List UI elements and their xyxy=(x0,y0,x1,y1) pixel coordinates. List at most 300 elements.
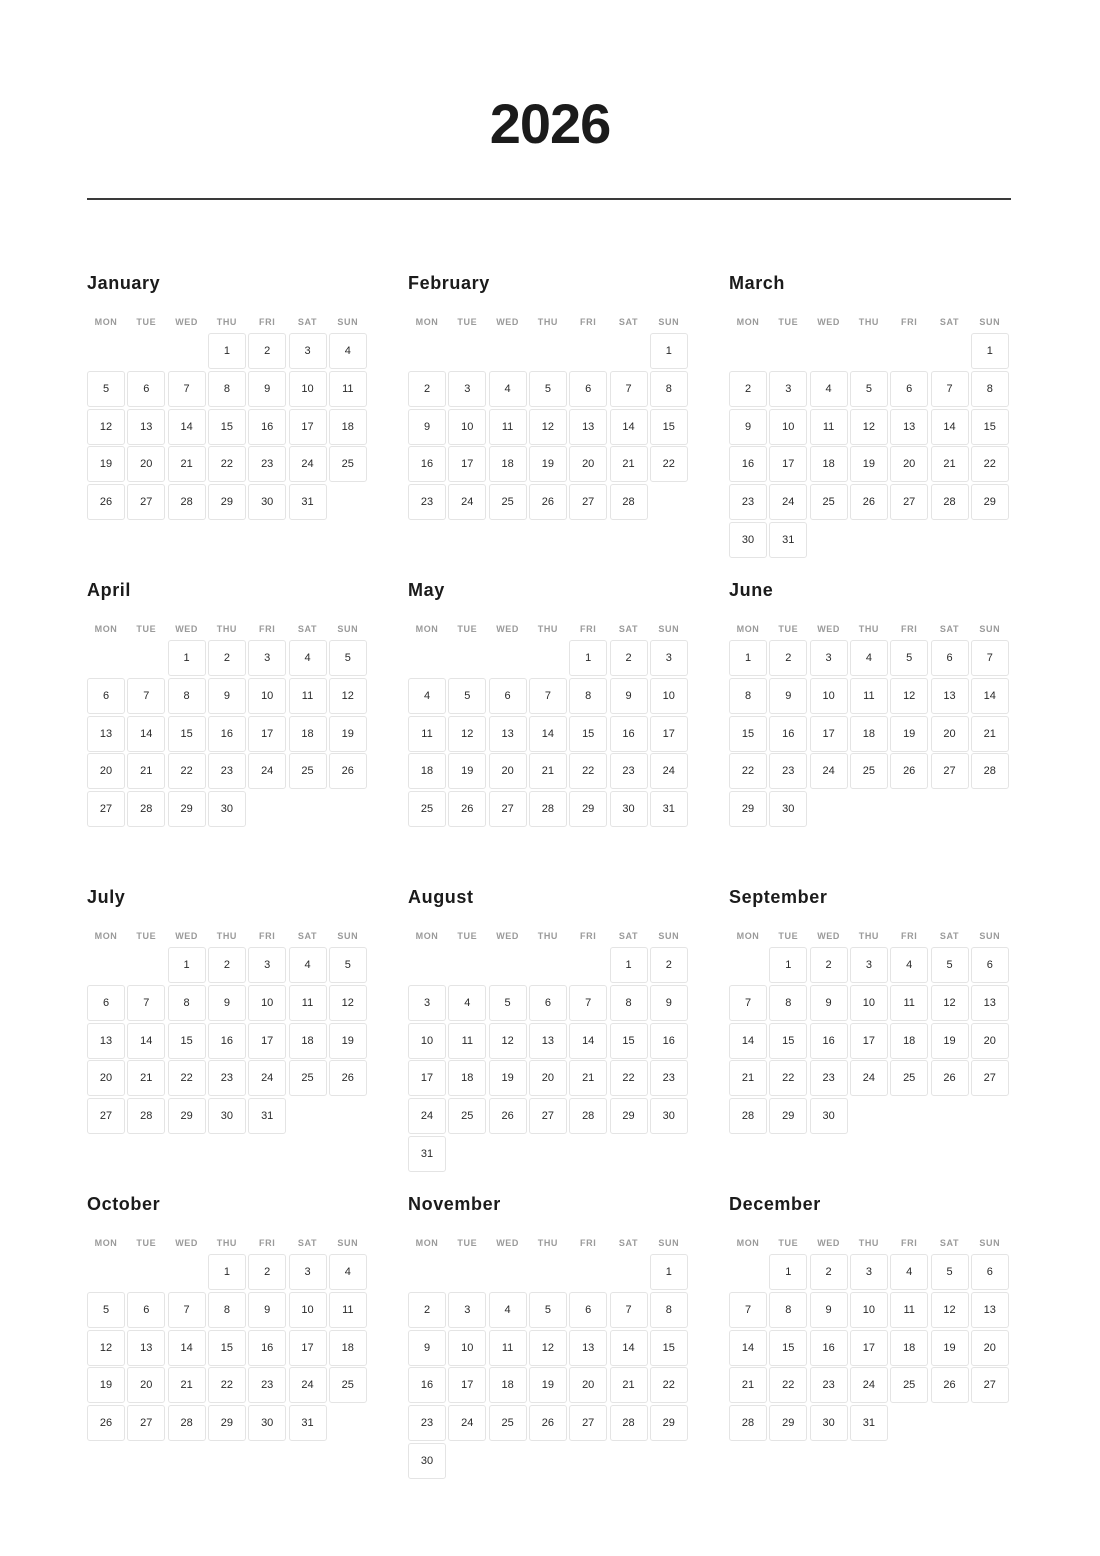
day-cell[interactable]: 31 xyxy=(650,791,688,827)
day-cell[interactable]: 4 xyxy=(890,1254,928,1290)
day-cell[interactable]: 2 xyxy=(408,371,446,407)
day-cell[interactable]: 22 xyxy=(650,1367,688,1403)
day-cell[interactable]: 6 xyxy=(931,640,969,676)
day-cell[interactable]: 11 xyxy=(850,678,888,714)
day-cell[interactable]: 14 xyxy=(127,716,165,752)
day-cell[interactable]: 26 xyxy=(850,484,888,520)
day-cell[interactable]: 14 xyxy=(610,1330,648,1366)
day-cell[interactable]: 2 xyxy=(610,640,648,676)
day-cell[interactable]: 4 xyxy=(289,640,327,676)
day-cell[interactable]: 20 xyxy=(489,753,527,789)
day-cell[interactable]: 14 xyxy=(931,409,969,445)
day-cell[interactable]: 27 xyxy=(569,1405,607,1441)
day-cell[interactable]: 5 xyxy=(850,371,888,407)
day-cell[interactable]: 16 xyxy=(408,1367,446,1403)
day-cell[interactable]: 8 xyxy=(729,678,767,714)
day-cell[interactable]: 21 xyxy=(729,1367,767,1403)
day-cell[interactable]: 4 xyxy=(489,1292,527,1328)
day-cell[interactable]: 20 xyxy=(971,1023,1009,1059)
day-cell[interactable]: 16 xyxy=(248,409,286,445)
day-cell[interactable]: 3 xyxy=(448,371,486,407)
day-cell[interactable]: 26 xyxy=(87,484,125,520)
day-cell[interactable]: 3 xyxy=(650,640,688,676)
day-cell[interactable]: 12 xyxy=(329,985,367,1021)
day-cell[interactable]: 30 xyxy=(248,1405,286,1441)
day-cell[interactable]: 12 xyxy=(87,409,125,445)
day-cell[interactable]: 6 xyxy=(569,371,607,407)
day-cell[interactable]: 3 xyxy=(769,371,807,407)
day-cell[interactable]: 16 xyxy=(248,1330,286,1366)
day-cell[interactable]: 1 xyxy=(168,947,206,983)
day-cell[interactable]: 26 xyxy=(931,1060,969,1096)
day-cell[interactable]: 10 xyxy=(408,1023,446,1059)
day-cell[interactable]: 3 xyxy=(810,640,848,676)
day-cell[interactable]: 9 xyxy=(610,678,648,714)
day-cell[interactable]: 10 xyxy=(850,985,888,1021)
day-cell[interactable]: 12 xyxy=(529,1330,567,1366)
day-cell[interactable]: 29 xyxy=(729,791,767,827)
day-cell[interactable]: 13 xyxy=(529,1023,567,1059)
day-cell[interactable]: 6 xyxy=(127,371,165,407)
day-cell[interactable]: 26 xyxy=(529,1405,567,1441)
day-cell[interactable]: 13 xyxy=(127,1330,165,1366)
day-cell[interactable]: 2 xyxy=(769,640,807,676)
day-cell[interactable]: 3 xyxy=(289,1254,327,1290)
day-cell[interactable]: 12 xyxy=(329,678,367,714)
day-cell[interactable]: 27 xyxy=(931,753,969,789)
day-cell[interactable]: 16 xyxy=(408,446,446,482)
day-cell[interactable]: 6 xyxy=(971,1254,1009,1290)
day-cell[interactable]: 22 xyxy=(610,1060,648,1096)
day-cell[interactable]: 11 xyxy=(289,985,327,1021)
day-cell[interactable]: 3 xyxy=(850,1254,888,1290)
day-cell[interactable]: 16 xyxy=(810,1023,848,1059)
day-cell[interactable]: 3 xyxy=(408,985,446,1021)
day-cell[interactable]: 23 xyxy=(408,1405,446,1441)
day-cell[interactable]: 5 xyxy=(931,947,969,983)
day-cell[interactable]: 21 xyxy=(168,446,206,482)
day-cell[interactable]: 7 xyxy=(168,371,206,407)
day-cell[interactable]: 16 xyxy=(769,716,807,752)
day-cell[interactable]: 1 xyxy=(971,333,1009,369)
day-cell[interactable]: 12 xyxy=(489,1023,527,1059)
day-cell[interactable]: 11 xyxy=(890,1292,928,1328)
day-cell[interactable]: 19 xyxy=(87,446,125,482)
day-cell[interactable]: 5 xyxy=(489,985,527,1021)
day-cell[interactable]: 11 xyxy=(329,1292,367,1328)
day-cell[interactable]: 8 xyxy=(769,1292,807,1328)
day-cell[interactable]: 8 xyxy=(208,1292,246,1328)
day-cell[interactable]: 21 xyxy=(127,753,165,789)
day-cell[interactable]: 13 xyxy=(971,1292,1009,1328)
day-cell[interactable]: 1 xyxy=(610,947,648,983)
day-cell[interactable]: 24 xyxy=(850,1367,888,1403)
day-cell[interactable]: 27 xyxy=(890,484,928,520)
day-cell[interactable]: 20 xyxy=(87,753,125,789)
day-cell[interactable]: 7 xyxy=(569,985,607,1021)
day-cell[interactable]: 12 xyxy=(448,716,486,752)
day-cell[interactable]: 20 xyxy=(890,446,928,482)
day-cell[interactable]: 21 xyxy=(529,753,567,789)
day-cell[interactable]: 21 xyxy=(971,716,1009,752)
day-cell[interactable]: 19 xyxy=(489,1060,527,1096)
day-cell[interactable]: 16 xyxy=(650,1023,688,1059)
day-cell[interactable]: 17 xyxy=(448,1367,486,1403)
day-cell[interactable]: 27 xyxy=(489,791,527,827)
day-cell[interactable]: 30 xyxy=(208,791,246,827)
day-cell[interactable]: 4 xyxy=(489,371,527,407)
day-cell[interactable]: 7 xyxy=(610,1292,648,1328)
day-cell[interactable]: 18 xyxy=(890,1330,928,1366)
day-cell[interactable]: 17 xyxy=(850,1330,888,1366)
day-cell[interactable]: 5 xyxy=(448,678,486,714)
day-cell[interactable]: 23 xyxy=(729,484,767,520)
day-cell[interactable]: 15 xyxy=(769,1330,807,1366)
day-cell[interactable]: 14 xyxy=(971,678,1009,714)
day-cell[interactable]: 20 xyxy=(569,446,607,482)
day-cell[interactable]: 10 xyxy=(289,1292,327,1328)
day-cell[interactable]: 1 xyxy=(208,1254,246,1290)
day-cell[interactable]: 27 xyxy=(87,1098,125,1134)
day-cell[interactable]: 9 xyxy=(208,678,246,714)
day-cell[interactable]: 13 xyxy=(127,409,165,445)
day-cell[interactable]: 9 xyxy=(248,1292,286,1328)
day-cell[interactable]: 30 xyxy=(610,791,648,827)
day-cell[interactable]: 28 xyxy=(127,1098,165,1134)
day-cell[interactable]: 29 xyxy=(168,791,206,827)
day-cell[interactable]: 15 xyxy=(168,716,206,752)
day-cell[interactable]: 29 xyxy=(650,1405,688,1441)
day-cell[interactable]: 24 xyxy=(810,753,848,789)
day-cell[interactable]: 7 xyxy=(127,678,165,714)
day-cell[interactable]: 11 xyxy=(489,409,527,445)
day-cell[interactable]: 2 xyxy=(248,1254,286,1290)
day-cell[interactable]: 2 xyxy=(208,640,246,676)
day-cell[interactable]: 8 xyxy=(569,678,607,714)
day-cell[interactable]: 19 xyxy=(448,753,486,789)
day-cell[interactable]: 26 xyxy=(329,753,367,789)
day-cell[interactable]: 20 xyxy=(971,1330,1009,1366)
day-cell[interactable]: 16 xyxy=(810,1330,848,1366)
day-cell[interactable]: 4 xyxy=(329,1254,367,1290)
day-cell[interactable]: 18 xyxy=(850,716,888,752)
day-cell[interactable]: 27 xyxy=(87,791,125,827)
day-cell[interactable]: 19 xyxy=(329,716,367,752)
day-cell[interactable]: 31 xyxy=(408,1136,446,1172)
day-cell[interactable]: 10 xyxy=(850,1292,888,1328)
day-cell[interactable]: 8 xyxy=(610,985,648,1021)
day-cell[interactable]: 16 xyxy=(208,716,246,752)
day-cell[interactable]: 31 xyxy=(289,484,327,520)
day-cell[interactable]: 17 xyxy=(248,1023,286,1059)
day-cell[interactable]: 19 xyxy=(87,1367,125,1403)
day-cell[interactable]: 10 xyxy=(810,678,848,714)
day-cell[interactable]: 17 xyxy=(289,409,327,445)
day-cell[interactable]: 6 xyxy=(569,1292,607,1328)
day-cell[interactable]: 25 xyxy=(890,1367,928,1403)
day-cell[interactable]: 25 xyxy=(408,791,446,827)
day-cell[interactable]: 27 xyxy=(127,484,165,520)
day-cell[interactable]: 5 xyxy=(931,1254,969,1290)
day-cell[interactable]: 11 xyxy=(408,716,446,752)
day-cell[interactable]: 3 xyxy=(248,947,286,983)
day-cell[interactable]: 9 xyxy=(810,1292,848,1328)
day-cell[interactable]: 3 xyxy=(289,333,327,369)
day-cell[interactable]: 9 xyxy=(810,985,848,1021)
day-cell[interactable]: 23 xyxy=(810,1367,848,1403)
day-cell[interactable]: 25 xyxy=(890,1060,928,1096)
day-cell[interactable]: 16 xyxy=(610,716,648,752)
day-cell[interactable]: 15 xyxy=(729,716,767,752)
day-cell[interactable]: 30 xyxy=(248,484,286,520)
day-cell[interactable]: 23 xyxy=(208,1060,246,1096)
day-cell[interactable]: 7 xyxy=(729,985,767,1021)
day-cell[interactable]: 8 xyxy=(168,678,206,714)
day-cell[interactable]: 18 xyxy=(329,1330,367,1366)
day-cell[interactable]: 17 xyxy=(810,716,848,752)
day-cell[interactable]: 4 xyxy=(810,371,848,407)
day-cell[interactable]: 9 xyxy=(408,1330,446,1366)
day-cell[interactable]: 28 xyxy=(931,484,969,520)
day-cell[interactable]: 5 xyxy=(329,947,367,983)
day-cell[interactable]: 22 xyxy=(971,446,1009,482)
day-cell[interactable]: 14 xyxy=(569,1023,607,1059)
day-cell[interactable]: 21 xyxy=(569,1060,607,1096)
day-cell[interactable]: 24 xyxy=(408,1098,446,1134)
day-cell[interactable]: 1 xyxy=(650,333,688,369)
day-cell[interactable]: 13 xyxy=(569,1330,607,1366)
day-cell[interactable]: 7 xyxy=(729,1292,767,1328)
day-cell[interactable]: 21 xyxy=(729,1060,767,1096)
day-cell[interactable]: 6 xyxy=(87,985,125,1021)
day-cell[interactable]: 14 xyxy=(127,1023,165,1059)
day-cell[interactable]: 23 xyxy=(208,753,246,789)
day-cell[interactable]: 8 xyxy=(971,371,1009,407)
day-cell[interactable]: 21 xyxy=(168,1367,206,1403)
day-cell[interactable]: 30 xyxy=(729,522,767,558)
day-cell[interactable]: 28 xyxy=(610,484,648,520)
day-cell[interactable]: 2 xyxy=(810,1254,848,1290)
day-cell[interactable]: 22 xyxy=(208,1367,246,1403)
day-cell[interactable]: 23 xyxy=(810,1060,848,1096)
day-cell[interactable]: 6 xyxy=(489,678,527,714)
day-cell[interactable]: 2 xyxy=(810,947,848,983)
day-cell[interactable]: 25 xyxy=(289,1060,327,1096)
day-cell[interactable]: 11 xyxy=(448,1023,486,1059)
day-cell[interactable]: 7 xyxy=(529,678,567,714)
day-cell[interactable]: 1 xyxy=(168,640,206,676)
day-cell[interactable]: 25 xyxy=(810,484,848,520)
day-cell[interactable]: 7 xyxy=(127,985,165,1021)
day-cell[interactable]: 18 xyxy=(289,1023,327,1059)
day-cell[interactable]: 7 xyxy=(168,1292,206,1328)
day-cell[interactable]: 26 xyxy=(931,1367,969,1403)
day-cell[interactable]: 23 xyxy=(769,753,807,789)
day-cell[interactable]: 5 xyxy=(87,371,125,407)
day-cell[interactable]: 17 xyxy=(448,446,486,482)
day-cell[interactable]: 18 xyxy=(489,1367,527,1403)
day-cell[interactable]: 7 xyxy=(610,371,648,407)
day-cell[interactable]: 25 xyxy=(489,1405,527,1441)
day-cell[interactable]: 19 xyxy=(329,1023,367,1059)
day-cell[interactable]: 28 xyxy=(529,791,567,827)
day-cell[interactable]: 27 xyxy=(971,1060,1009,1096)
day-cell[interactable]: 24 xyxy=(650,753,688,789)
day-cell[interactable]: 26 xyxy=(448,791,486,827)
day-cell[interactable]: 28 xyxy=(168,484,206,520)
day-cell[interactable]: 21 xyxy=(610,1367,648,1403)
day-cell[interactable]: 25 xyxy=(329,1367,367,1403)
day-cell[interactable]: 28 xyxy=(971,753,1009,789)
day-cell[interactable]: 3 xyxy=(448,1292,486,1328)
day-cell[interactable]: 21 xyxy=(931,446,969,482)
day-cell[interactable]: 17 xyxy=(650,716,688,752)
day-cell[interactable]: 25 xyxy=(289,753,327,789)
day-cell[interactable]: 9 xyxy=(650,985,688,1021)
day-cell[interactable]: 15 xyxy=(610,1023,648,1059)
day-cell[interactable]: 18 xyxy=(890,1023,928,1059)
day-cell[interactable]: 9 xyxy=(248,371,286,407)
day-cell[interactable]: 27 xyxy=(127,1405,165,1441)
day-cell[interactable]: 17 xyxy=(850,1023,888,1059)
day-cell[interactable]: 15 xyxy=(650,1330,688,1366)
day-cell[interactable]: 12 xyxy=(931,985,969,1021)
day-cell[interactable]: 13 xyxy=(87,716,125,752)
day-cell[interactable]: 22 xyxy=(769,1060,807,1096)
day-cell[interactable]: 24 xyxy=(769,484,807,520)
day-cell[interactable]: 31 xyxy=(769,522,807,558)
day-cell[interactable]: 27 xyxy=(971,1367,1009,1403)
day-cell[interactable]: 13 xyxy=(971,985,1009,1021)
day-cell[interactable]: 29 xyxy=(971,484,1009,520)
day-cell[interactable]: 11 xyxy=(489,1330,527,1366)
day-cell[interactable]: 2 xyxy=(650,947,688,983)
day-cell[interactable]: 1 xyxy=(650,1254,688,1290)
day-cell[interactable]: 24 xyxy=(248,753,286,789)
day-cell[interactable]: 10 xyxy=(769,409,807,445)
day-cell[interactable]: 29 xyxy=(208,1405,246,1441)
day-cell[interactable]: 12 xyxy=(850,409,888,445)
day-cell[interactable]: 22 xyxy=(208,446,246,482)
day-cell[interactable]: 29 xyxy=(168,1098,206,1134)
day-cell[interactable]: 12 xyxy=(87,1330,125,1366)
day-cell[interactable]: 7 xyxy=(971,640,1009,676)
day-cell[interactable]: 22 xyxy=(650,446,688,482)
day-cell[interactable]: 13 xyxy=(569,409,607,445)
day-cell[interactable]: 9 xyxy=(769,678,807,714)
day-cell[interactable]: 11 xyxy=(329,371,367,407)
day-cell[interactable]: 15 xyxy=(208,1330,246,1366)
day-cell[interactable]: 24 xyxy=(248,1060,286,1096)
day-cell[interactable]: 3 xyxy=(850,947,888,983)
day-cell[interactable]: 10 xyxy=(448,1330,486,1366)
day-cell[interactable]: 7 xyxy=(931,371,969,407)
day-cell[interactable]: 29 xyxy=(208,484,246,520)
day-cell[interactable]: 8 xyxy=(650,371,688,407)
day-cell[interactable]: 10 xyxy=(448,409,486,445)
day-cell[interactable]: 1 xyxy=(729,640,767,676)
day-cell[interactable]: 4 xyxy=(890,947,928,983)
day-cell[interactable]: 20 xyxy=(87,1060,125,1096)
day-cell[interactable]: 10 xyxy=(650,678,688,714)
day-cell[interactable]: 22 xyxy=(168,753,206,789)
day-cell[interactable]: 14 xyxy=(729,1023,767,1059)
day-cell[interactable]: 15 xyxy=(208,409,246,445)
day-cell[interactable]: 30 xyxy=(650,1098,688,1134)
day-cell[interactable]: 9 xyxy=(408,409,446,445)
day-cell[interactable]: 15 xyxy=(168,1023,206,1059)
day-cell[interactable]: 13 xyxy=(489,716,527,752)
day-cell[interactable]: 25 xyxy=(329,446,367,482)
day-cell[interactable]: 14 xyxy=(529,716,567,752)
day-cell[interactable]: 23 xyxy=(248,1367,286,1403)
day-cell[interactable]: 18 xyxy=(810,446,848,482)
day-cell[interactable]: 1 xyxy=(569,640,607,676)
day-cell[interactable]: 19 xyxy=(529,1367,567,1403)
day-cell[interactable]: 17 xyxy=(769,446,807,482)
day-cell[interactable]: 1 xyxy=(208,333,246,369)
day-cell[interactable]: 28 xyxy=(168,1405,206,1441)
day-cell[interactable]: 26 xyxy=(529,484,567,520)
day-cell[interactable]: 30 xyxy=(769,791,807,827)
day-cell[interactable]: 29 xyxy=(610,1098,648,1134)
day-cell[interactable]: 2 xyxy=(208,947,246,983)
day-cell[interactable]: 17 xyxy=(408,1060,446,1096)
day-cell[interactable]: 20 xyxy=(569,1367,607,1403)
day-cell[interactable]: 20 xyxy=(529,1060,567,1096)
day-cell[interactable]: 22 xyxy=(569,753,607,789)
day-cell[interactable]: 26 xyxy=(890,753,928,789)
day-cell[interactable]: 18 xyxy=(489,446,527,482)
day-cell[interactable]: 8 xyxy=(650,1292,688,1328)
day-cell[interactable]: 10 xyxy=(289,371,327,407)
day-cell[interactable]: 16 xyxy=(729,446,767,482)
day-cell[interactable]: 27 xyxy=(529,1098,567,1134)
day-cell[interactable]: 8 xyxy=(208,371,246,407)
day-cell[interactable]: 14 xyxy=(168,1330,206,1366)
day-cell[interactable]: 29 xyxy=(769,1405,807,1441)
day-cell[interactable]: 19 xyxy=(890,716,928,752)
day-cell[interactable]: 23 xyxy=(408,484,446,520)
day-cell[interactable]: 18 xyxy=(289,716,327,752)
day-cell[interactable]: 24 xyxy=(850,1060,888,1096)
day-cell[interactable]: 20 xyxy=(127,446,165,482)
day-cell[interactable]: 21 xyxy=(127,1060,165,1096)
day-cell[interactable]: 25 xyxy=(850,753,888,789)
day-cell[interactable]: 4 xyxy=(329,333,367,369)
day-cell[interactable]: 28 xyxy=(610,1405,648,1441)
day-cell[interactable]: 29 xyxy=(769,1098,807,1134)
day-cell[interactable]: 24 xyxy=(289,1367,327,1403)
day-cell[interactable]: 4 xyxy=(408,678,446,714)
day-cell[interactable]: 10 xyxy=(248,678,286,714)
day-cell[interactable]: 12 xyxy=(890,678,928,714)
day-cell[interactable]: 22 xyxy=(729,753,767,789)
day-cell[interactable]: 25 xyxy=(489,484,527,520)
day-cell[interactable]: 16 xyxy=(208,1023,246,1059)
day-cell[interactable]: 28 xyxy=(127,791,165,827)
day-cell[interactable]: 29 xyxy=(569,791,607,827)
day-cell[interactable]: 30 xyxy=(408,1443,446,1479)
day-cell[interactable]: 8 xyxy=(168,985,206,1021)
day-cell[interactable]: 6 xyxy=(87,678,125,714)
day-cell[interactable]: 15 xyxy=(971,409,1009,445)
day-cell[interactable]: 14 xyxy=(168,409,206,445)
day-cell[interactable]: 4 xyxy=(850,640,888,676)
day-cell[interactable]: 30 xyxy=(810,1405,848,1441)
day-cell[interactable]: 2 xyxy=(729,371,767,407)
day-cell[interactable]: 4 xyxy=(289,947,327,983)
